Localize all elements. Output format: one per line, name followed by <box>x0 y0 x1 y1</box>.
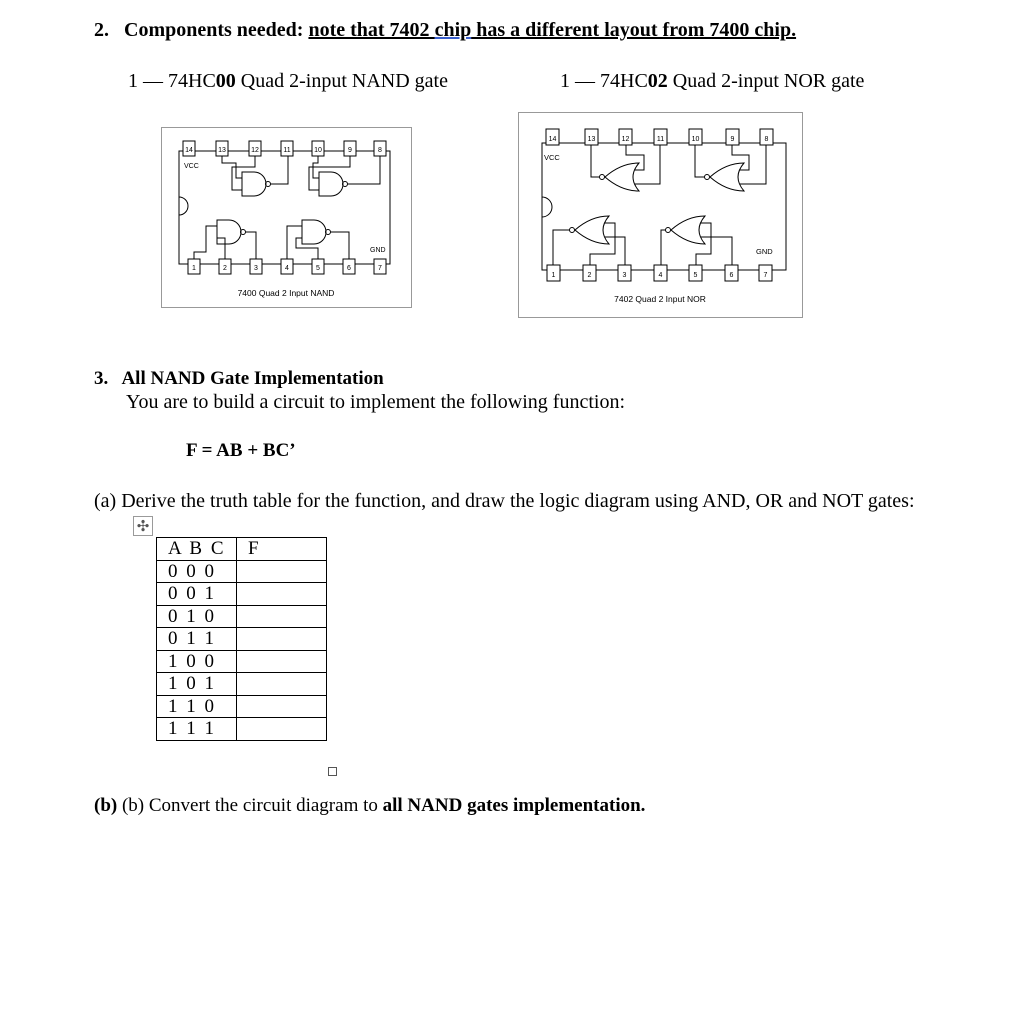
svg-text:6: 6 <box>347 265 351 272</box>
header-f: F <box>237 538 327 561</box>
nor-chip-diagram <box>518 112 803 318</box>
pin-6 <box>725 265 738 281</box>
table-row: 0 0 0 <box>157 560 327 583</box>
section-title: All NAND Gate Implementation <box>121 368 384 389</box>
pin-7 <box>759 265 772 281</box>
pin-3 <box>618 265 631 281</box>
pin-11 <box>281 141 293 156</box>
pin-8 <box>760 129 773 145</box>
svg-text:11: 11 <box>283 147 291 154</box>
pin-8 <box>374 141 386 156</box>
pin-13 <box>216 141 228 156</box>
nand-gates-top <box>222 156 380 196</box>
header-abc: A B C <box>157 538 237 561</box>
pin-10 <box>312 141 324 156</box>
pin-4 <box>654 265 667 281</box>
spell-check-word[interactable]: chip <box>434 19 472 41</box>
table-resize-handle[interactable] <box>328 767 337 776</box>
svg-text:1: 1 <box>551 272 556 279</box>
component-nand: 1 — 74HC00 Quad 2-input NAND gate <box>128 70 448 92</box>
svg-text:4: 4 <box>285 265 289 272</box>
nand-gates-bottom <box>194 220 349 259</box>
pin-9 <box>726 129 739 145</box>
svg-text:5: 5 <box>316 265 320 272</box>
table-row: 0 0 1 <box>157 583 327 606</box>
svg-text:7: 7 <box>763 272 768 279</box>
svg-text:5: 5 <box>693 272 698 279</box>
gnd-label: GND <box>370 247 386 254</box>
nor-bottom-pins <box>547 265 772 281</box>
nand-top-pins <box>183 141 386 156</box>
table-row: 0 1 1 <box>157 628 327 651</box>
table-row: 0 1 0 <box>157 605 327 628</box>
f-cell[interactable] <box>237 673 327 696</box>
svg-text:14: 14 <box>548 136 557 143</box>
function-expression: F = AB + BC’ <box>186 440 296 461</box>
pin-12 <box>619 129 632 145</box>
nor-gates-top <box>591 145 766 191</box>
pin-2 <box>583 265 596 281</box>
gnd-label: GND <box>756 247 773 256</box>
svg-text:13: 13 <box>587 136 596 143</box>
svg-text:2: 2 <box>223 265 227 272</box>
section-number: 3. <box>94 368 109 389</box>
f-cell[interactable] <box>237 628 327 651</box>
pin-12 <box>249 141 261 156</box>
svg-text:3: 3 <box>254 265 258 272</box>
pin-11 <box>654 129 667 145</box>
table-row: 1 1 1 <box>157 718 327 741</box>
nand-chip-caption: 7400 Quad 2 Input NAND <box>237 288 335 298</box>
nor-chip-svg <box>519 113 802 317</box>
pin-5 <box>312 259 324 274</box>
svg-text:14: 14 <box>185 147 193 154</box>
vcc-label: VCC <box>184 163 199 170</box>
question-b: (b) (b) Convert the circuit diagram to all NAND gates implementation. <box>94 795 646 816</box>
pin-14 <box>183 141 195 156</box>
pin-13 <box>585 129 598 145</box>
f-cell[interactable] <box>237 605 327 628</box>
table-row: 1 0 0 <box>157 650 327 673</box>
section-title: Components needed: <box>124 19 304 41</box>
svg-text:9: 9 <box>348 147 352 154</box>
svg-text:12: 12 <box>621 136 630 143</box>
nand-chip-svg <box>162 128 411 307</box>
f-cell[interactable] <box>237 560 327 583</box>
pin-4 <box>281 259 293 274</box>
truth-table <box>156 537 327 741</box>
svg-text:6: 6 <box>729 272 734 279</box>
svg-text:10: 10 <box>314 147 322 154</box>
svg-text:1: 1 <box>192 265 196 272</box>
svg-text:11: 11 <box>656 136 665 143</box>
svg-text:8: 8 <box>764 136 769 143</box>
nor-gates-bottom <box>553 216 732 265</box>
pin-9 <box>344 141 356 156</box>
f-cell[interactable] <box>237 695 327 718</box>
section-number: 2. <box>94 19 109 41</box>
question-a: (a) Derive the truth table for the function, and draw the logic diagram using AND, OR and NOT gates: <box>94 490 915 512</box>
svg-text:2: 2 <box>587 272 592 279</box>
table-row: 1 1 0 <box>157 695 327 718</box>
table-move-handle-icon[interactable]: ✣ <box>133 516 153 536</box>
table-header-row <box>157 538 327 561</box>
nor-chip-caption: 7402 Quad 2 Input NOR <box>614 294 706 304</box>
pin-7 <box>374 259 386 274</box>
svg-text:4: 4 <box>658 272 663 279</box>
table-row: 1 0 1 <box>157 673 327 696</box>
pin-2 <box>219 259 231 274</box>
pin-10 <box>689 129 702 145</box>
svg-text:7: 7 <box>378 265 382 272</box>
section-2-heading <box>94 19 796 42</box>
svg-text:3: 3 <box>622 272 627 279</box>
svg-text:9: 9 <box>730 136 735 143</box>
nand-bottom-pins <box>188 259 386 274</box>
section-3-intro: You are to build a circuit to implement the following function: <box>126 391 625 413</box>
svg-text:10: 10 <box>691 136 700 143</box>
pin-5 <box>689 265 702 281</box>
pin-6 <box>343 259 355 274</box>
component-nor: 1 — 74HC02 Quad 2-input NOR gate <box>560 70 865 92</box>
f-cell[interactable] <box>237 718 327 741</box>
svg-text:12: 12 <box>251 147 259 154</box>
f-cell[interactable] <box>237 650 327 673</box>
chip-note: note that 7402 chip has a different layout from 7400 chip. <box>308 19 797 41</box>
pin-14 <box>546 129 559 145</box>
svg-text:13: 13 <box>218 147 226 154</box>
nand-chip-diagram <box>161 127 412 308</box>
vcc-label: VCC <box>544 153 560 162</box>
svg-text:8: 8 <box>378 147 382 154</box>
pin-1 <box>547 265 560 281</box>
pin-3 <box>250 259 262 274</box>
section-3-heading <box>94 368 384 390</box>
f-cell[interactable] <box>237 583 327 606</box>
pin-1 <box>188 259 200 274</box>
